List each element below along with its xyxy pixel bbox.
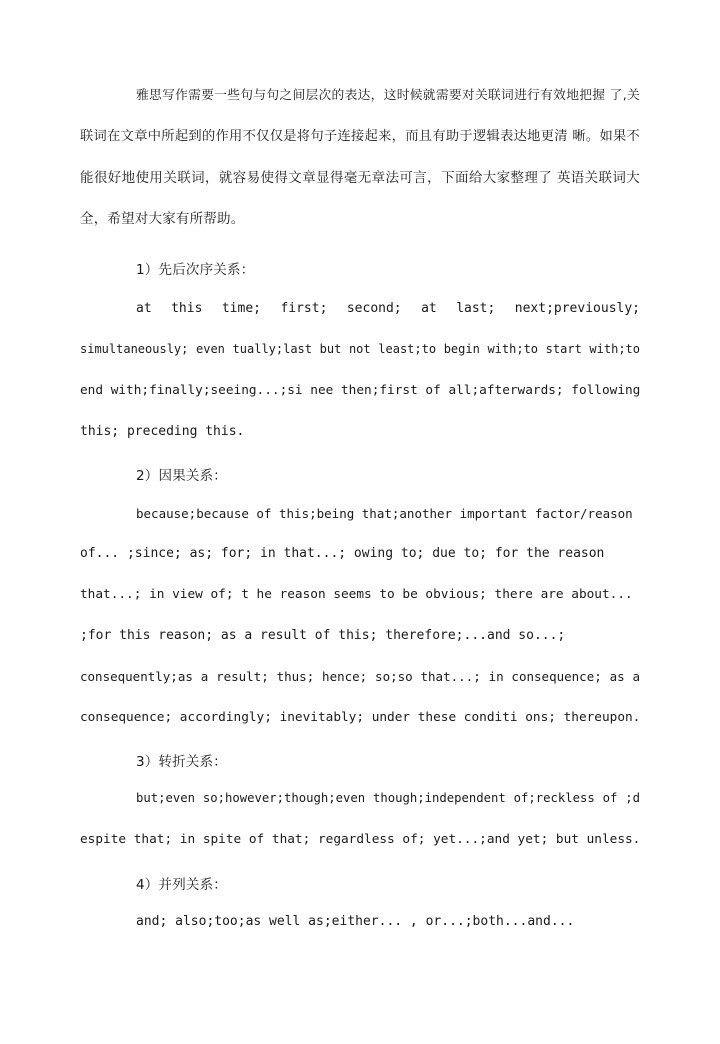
section-1-line-1: at this time; first; second; at last; next;previously; <box>136 301 640 316</box>
section-3-line-2: espite that; in spite of that; regardless of; yet...;and yet; but unless. <box>80 832 641 847</box>
intro-line-1: 雅思写作需要一些句与句之间层次的表达，这时候就需要对关联词进行有效地把握 了,关 <box>136 88 640 103</box>
section-2-line-6: consequence; accordingly; inevitably; under these conditi ons; thereupon. <box>80 710 641 725</box>
section-1-line-2: simultaneously; even tually;last but not least;to begin with;to start with;to <box>80 342 640 356</box>
intro-line-3: 能很好地使用关联词，就容易使得文章显得毫无章法可言，下面给大家整理了 英语关联词大 <box>80 170 640 186</box>
section-3-line-1: but;even so;however;though;even though;independent of;reckless of ;d <box>136 791 640 805</box>
section-2-heading: 2）因果关系： <box>136 468 227 484</box>
section-4-heading: 4）并列关系： <box>136 877 227 893</box>
section-3-heading: 3）转折关系： <box>136 754 227 770</box>
section-2-line-1: because;because of this;being that;another important factor/reason <box>136 506 633 521</box>
section-2-line-2: of... ;since; as; for; in that...; owing to; due to; for the reason <box>80 546 605 561</box>
section-4-line-1: and; also;too;as well as;either... , or...;both...and... <box>136 914 575 929</box>
section-1-heading: 1）先后次序关系： <box>136 262 255 278</box>
section-2-line-5: consequently;as a result; thus; hence; so;so that...; in consequence; as a <box>80 669 640 684</box>
section-2-line-3: that...; in view of; t he reason seems to be obvious; there are about... <box>80 587 633 602</box>
section-1-line-3: end with;finally;seeing...;si nee then;first of all;afterwards; following <box>80 383 641 398</box>
intro-line-2: 联词在文章中所起到的作用不仅仅是将句子连接起来，而且有助于逻辑表达地更清 晰。如果不 <box>80 129 640 144</box>
section-2-line-4: ;for this reason; as a result of this; therefore;...and so...; <box>80 628 566 643</box>
section-1-line-4: this; preceding this. <box>80 424 245 439</box>
intro-line-4: 全，希望对大家有所帮助。 <box>80 211 245 227</box>
